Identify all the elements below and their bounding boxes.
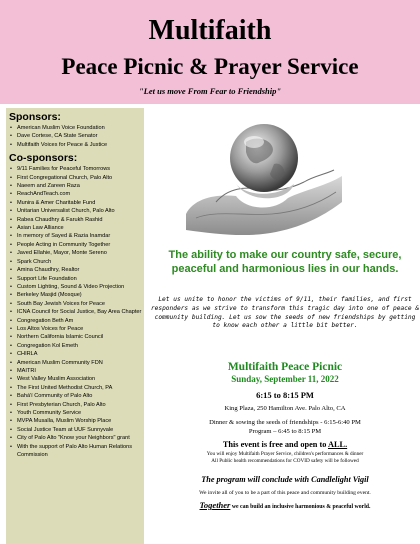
extra-info <box>150 451 420 465</box>
sponsor-item <box>9 317 144 325</box>
sponsor-item <box>9 207 144 215</box>
bullet-icon: • <box>10 351 12 358</box>
bullet-icon: • <box>10 258 12 265</box>
sponsor-item <box>9 291 144 299</box>
sponsor-name: Los Altos Voices for Peace <box>17 325 84 332</box>
bullet-icon: • <box>10 309 12 316</box>
sponsor-item <box>9 426 144 434</box>
sponsor-name: Multifaith Voices for Peace & Justice <box>17 141 108 148</box>
sponsor-name: People Acting in Community Together <box>17 241 111 248</box>
sponsor-name: ReachAndTeach.com <box>17 191 71 198</box>
bullet-icon: • <box>10 292 12 299</box>
sponsor-name: South Bay Jewish Voices for Peace <box>17 300 105 307</box>
sponsor-name: American Muslim Community FDN <box>17 359 103 366</box>
free-event-notice <box>150 440 420 449</box>
sponsor-name: Asian Law Alliance <box>17 225 64 232</box>
sponsor-name: Youth Community Service <box>17 410 82 416</box>
sponsor-name: Social Justice Team at UUF Sunnyvale <box>17 426 114 433</box>
sponsor-item <box>9 182 144 190</box>
bullet-icon: • <box>10 241 12 248</box>
bullet-icon: • <box>10 342 12 349</box>
sponsor-name: With the support of Palo Alto Human Relations Commission <box>17 443 133 459</box>
sponsor-name: Munira & Amer Charitable Fund <box>17 199 96 206</box>
bullet-icon: • <box>10 233 12 240</box>
sponsor-name: CHIRLA <box>17 351 38 358</box>
vigil-notice: The program will conclude with Candlelight Vigil <box>201 475 369 484</box>
sponsor-name: First Congregational Church, Palo Alto <box>17 174 113 181</box>
sponsor-item <box>9 141 144 149</box>
bullet-icon: • <box>10 401 12 408</box>
free-text: This event is free and open to <box>222 440 327 449</box>
bullet-icon: • <box>10 216 12 223</box>
sponsor-name: Congregation Kol Emeth <box>17 342 78 349</box>
sponsor-name: 9/11 Families for Peaceful Tomorrows <box>17 166 111 173</box>
flyer-title: Multifaith <box>148 15 272 46</box>
sponsor-name: First Presbyterian Church, Palo Alto <box>17 401 106 408</box>
sponsor-item <box>9 232 144 240</box>
bullet-icon: • <box>10 166 12 173</box>
sponsor-name: Custom Lighting, Sound & Video Projection <box>17 283 125 290</box>
sponsor-item <box>9 165 144 173</box>
intro-text: Let us unite to honor the victims of 9/11, their families, and first responders as we strive to transform this tragic day into one of peace & community building. Let us sow the seeds of new friendships by getting to know each other a little bit better. <box>150 296 420 330</box>
bullet-icon: • <box>10 141 12 148</box>
event-schedule <box>150 418 420 436</box>
sponsor-name: Spark Church <box>17 258 52 265</box>
sponsor-name: MAITRI <box>17 367 36 374</box>
sponsor-name: Rabea Chaudhry & Farukh Rashid <box>17 216 103 223</box>
sponsor-item <box>9 367 144 375</box>
event-time: 6:15 to 8:15 PM <box>256 390 314 400</box>
hands-holding-globe-icon <box>176 106 346 246</box>
slogan-text: The ability to make our country safe, secure, peaceful and harmonious lies in our hands. <box>168 249 402 275</box>
sponsor-item <box>9 359 144 367</box>
extra-info-line-1: You will enjoy Multifaith Prayer Service, children's performances & dinner <box>206 451 364 457</box>
sponsor-item <box>9 275 144 283</box>
bullet-icon: • <box>10 418 12 425</box>
sponsor-item <box>9 249 144 257</box>
sponsor-item <box>9 409 144 417</box>
free-all: ALL. <box>328 440 348 449</box>
bullet-icon: • <box>10 367 12 374</box>
sponsor-item <box>9 434 144 442</box>
bullet-icon: • <box>10 443 12 450</box>
bullet-icon: • <box>10 250 12 257</box>
bullet-icon: • <box>10 334 12 341</box>
bullet-icon: • <box>10 125 12 131</box>
sponsor-item <box>9 417 144 425</box>
sponsor-name: ICNA Council for Social Justice, Bay Area Chapter <box>17 309 142 316</box>
together-line <box>150 500 420 510</box>
flyer-tagline: "Let us move From Fear to Friendship" <box>138 86 282 96</box>
sponsor-item <box>9 308 144 316</box>
sponsor-item <box>9 266 144 274</box>
bullet-icon: • <box>10 199 12 206</box>
bullet-icon: • <box>10 133 12 140</box>
sponsor-item <box>9 174 144 182</box>
sponsors-heading: Sponsors: <box>9 111 61 123</box>
bullet-icon: • <box>10 174 12 181</box>
event-title: Multifaith Peace Picnic <box>227 361 343 373</box>
bullet-icon: • <box>10 384 12 391</box>
sponsor-name: City of Palo Alto "Know your Neighbors" grant <box>17 435 130 442</box>
bullet-icon: • <box>10 183 12 190</box>
extra-info-line-2: All Public health recommendations for COVID safety will be followed <box>211 457 359 464</box>
sponsor-item <box>9 190 144 198</box>
sponsor-item <box>9 350 144 358</box>
sponsor-item <box>9 300 144 308</box>
sponsor-item <box>9 132 144 140</box>
header-banner <box>0 0 420 104</box>
sponsor-item <box>9 333 144 341</box>
bullet-icon: • <box>10 283 12 290</box>
event-date: Sunday, September 11, 2022 <box>231 374 339 384</box>
bullet-icon: • <box>10 267 12 274</box>
sponsor-item <box>9 283 144 291</box>
sponsor-item <box>9 216 144 224</box>
sponsor-name: Naeem and Zareen Raza <box>17 183 80 190</box>
sponsor-name: MVPA Musalla, Muslim Worship Place <box>17 418 112 425</box>
sponsor-item <box>9 375 144 383</box>
bullet-icon: • <box>10 275 12 282</box>
sponsor-name: West Valley Muslim Association <box>17 376 96 383</box>
sponsor-name: Congregation Beth Am <box>17 317 74 324</box>
sponsor-item <box>9 241 144 249</box>
sponsor-name: Dave Cortese, CA State Senator <box>17 133 98 140</box>
invitation-text: We invite all of you to be a part of this peace and community building event. <box>199 490 371 496</box>
sponsor-item <box>9 224 144 232</box>
sponsor-item <box>9 401 144 409</box>
bullet-icon: • <box>10 376 12 383</box>
sponsor-name: The First United Methodist Church, PA <box>17 384 113 391</box>
together-word: Together <box>199 500 231 510</box>
sponsor-name: In memory of Sayed & Razia Inamdar <box>17 233 111 240</box>
cosponsors-heading: Co-sponsors: <box>9 152 78 165</box>
sponsor-item <box>9 392 144 400</box>
sponsor-item <box>9 124 144 132</box>
sponsor-item <box>9 325 144 333</box>
sponsor-name: Javed Ellahie, Mayor, Monte Sereno <box>17 250 107 257</box>
bullet-icon: • <box>10 426 12 433</box>
sponsor-list <box>6 124 144 149</box>
sponsor-item <box>9 258 144 266</box>
bullet-icon: • <box>10 435 12 442</box>
dinner-line: Dinner & sowing the seeds of friendships - 6:15-6:40 PM <box>209 419 361 426</box>
sponsor-name: Support Life Foundation <box>17 275 77 282</box>
sponsor-name: Berkeley Masjid (Mosque) <box>17 292 82 299</box>
cosponsor-list <box>6 165 144 459</box>
bullet-icon: • <box>10 359 12 366</box>
sponsor-item <box>9 443 144 460</box>
bullet-icon: • <box>10 300 12 307</box>
sponsor-item <box>9 342 144 350</box>
flyer-subtitle: Peace Picnic & Prayer Service <box>61 54 359 79</box>
event-location: King Plaza, 250 Hamilton Ave. Palo Alto, CA <box>224 405 346 412</box>
bullet-icon: • <box>10 410 12 416</box>
bullet-icon: • <box>10 393 12 400</box>
sponsor-item <box>9 384 144 392</box>
program-line: Program – 6:45 to 8:15 PM <box>248 428 322 435</box>
bullet-icon: • <box>10 208 12 215</box>
sponsor-item <box>9 199 144 207</box>
together-rest: we can build an inclusive harmonious & peaceful world. <box>230 504 371 510</box>
sponsors-sidebar <box>6 108 144 544</box>
sponsor-name: American Muslim Voice Foundation <box>17 125 105 131</box>
sponsor-name: Northern California Islamic Council <box>17 334 104 341</box>
sponsor-name: Bahá'í Community of Palo Alto <box>17 393 93 400</box>
sponsor-name: Unitarian Universalist Church, Palo Alto <box>17 208 115 215</box>
bullet-icon: • <box>10 317 12 324</box>
bullet-icon: • <box>10 225 12 232</box>
sponsor-name: Amina Chaudhry, Realtor <box>17 267 80 274</box>
bullet-icon: • <box>10 325 12 332</box>
bullet-icon: • <box>10 191 12 198</box>
